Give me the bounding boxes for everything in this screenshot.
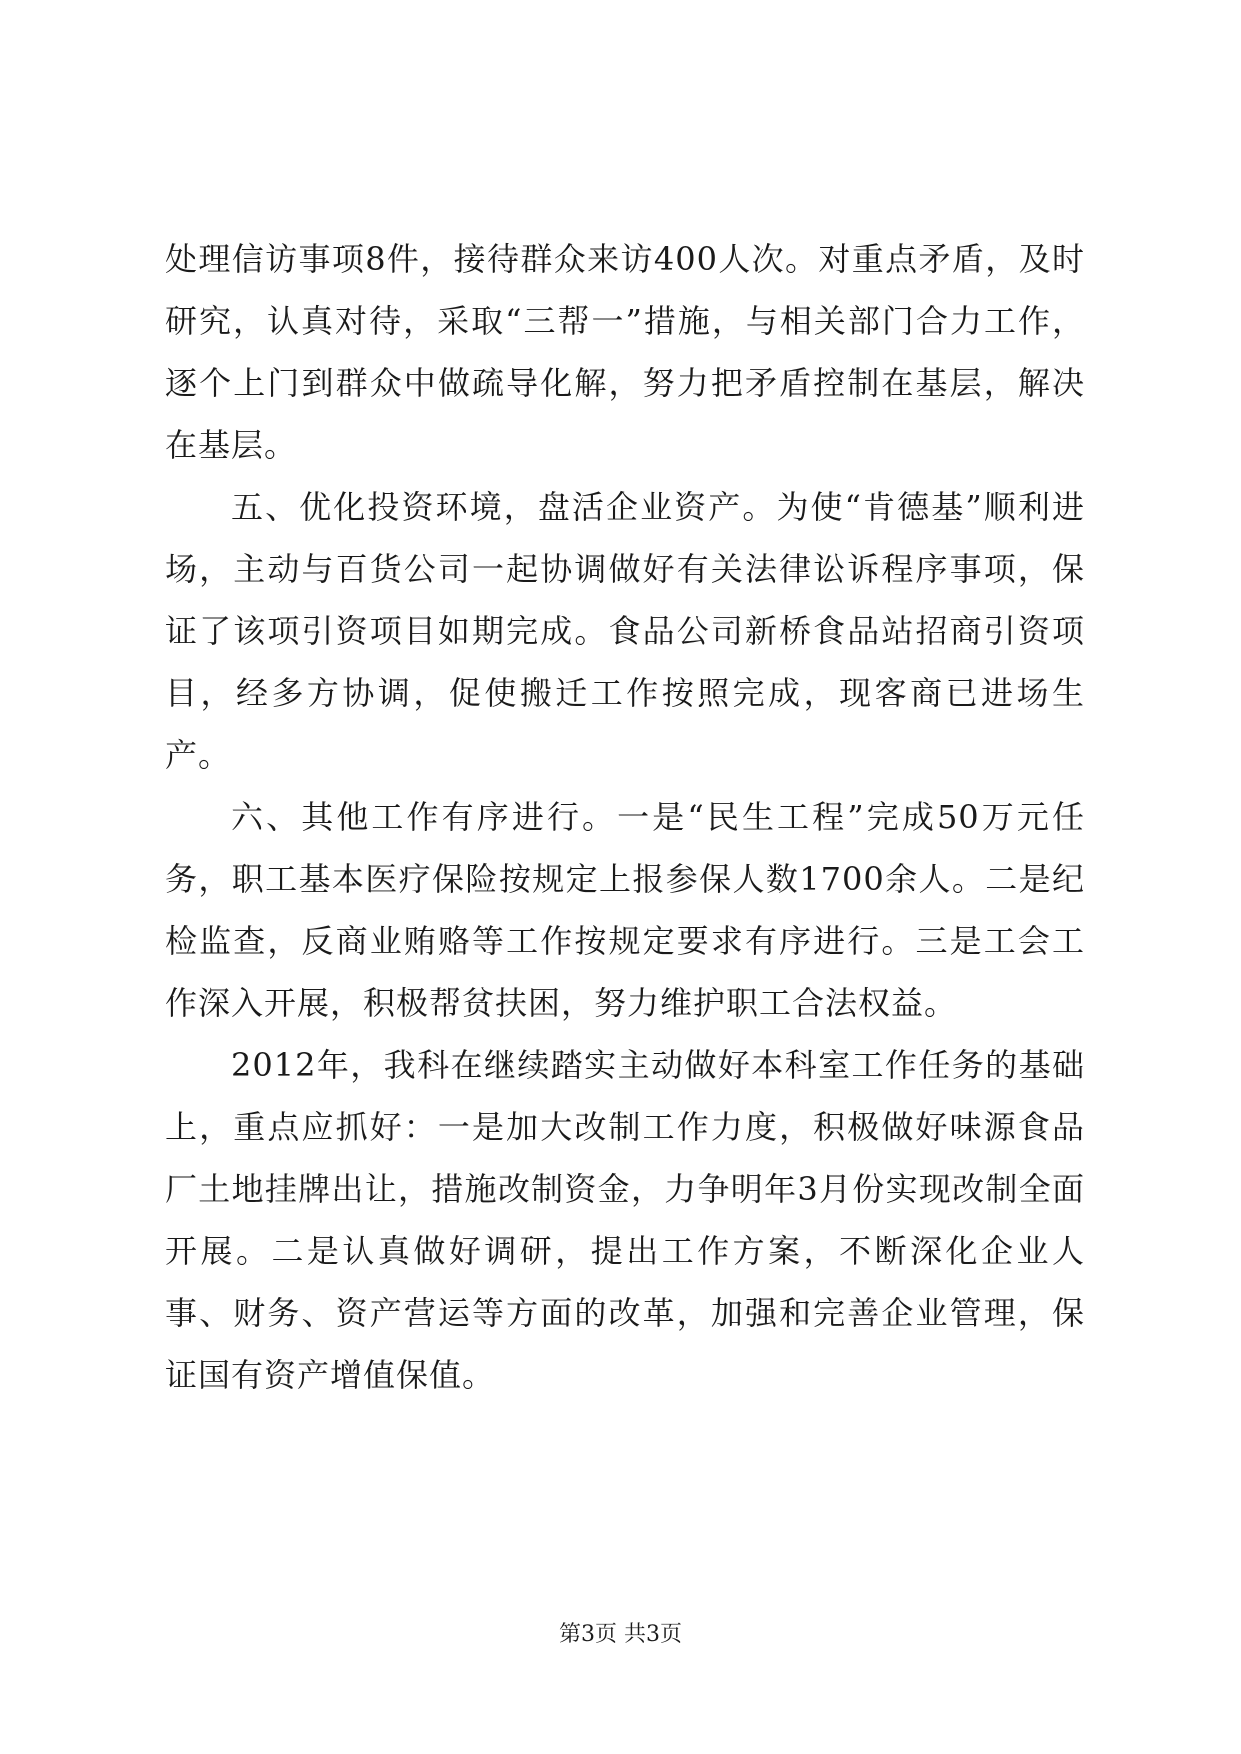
paragraph-3: 六、其他工作有序进行。一是“民生工程”完成50万元任务，职工基本医疗保险按规定上报参保人数1700余人。二是纪检监查，反商业贿赂等工作按规定要求有序进行。三是工会工作深入开展，积极帮贫扶困，努力维护职工合法权益。 [165,798,1085,1022]
paragraph-2: 五、优化投资环境，盘活企业资产。为使“肯德基”顺利进场，主动与百货公司一起协调做好有关法律讼诉程序事项，保证了该项引资项目如期完成。食品公司新桥食品站招商引资项目，经多方协调，促使搬迁工作按照完成，现客商已进场生产。 [165,488,1085,774]
document-body [165,228,1085,1406]
paragraph-4: 2012年，我科在继续踏实主动做好本科室工作任务的基础上，重点应抓好：一是加大改制工作力度，积极做好味源食品厂土地挂牌出让，措施改制资金，力争明年3月份实现改制全面开展。二是认真做好调研，提出工作方案，不断深化企业人事、财务、资产营运等方面的改革，加强和完善企业管理，保证国有资产增值保值。 [165,1046,1085,1394]
paragraph-1: 处理信访事项8件，接待群众来访400人次。对重点矛盾，及时研究，认真对待，采取“三帮一”措施，与相关部门合力工作，逐个上门到群众中做疏导化解，努力把矛盾控制在基层，解决在基层。 [165,240,1085,464]
page-number-footer: 第3页 共3页 [559,1622,682,1647]
